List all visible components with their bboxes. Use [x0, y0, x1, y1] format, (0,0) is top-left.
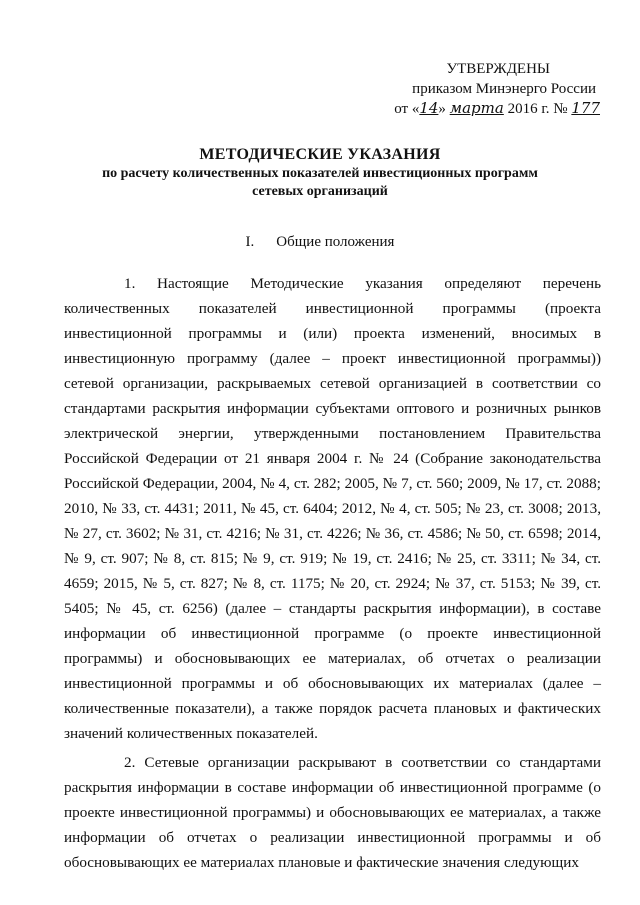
title-main: МЕТОДИЧЕСКИЕ УКАЗАНИЯ: [199, 146, 441, 163]
section-title: Общие положения: [276, 234, 395, 250]
approval-title: УТВЕРЖДЕНЫ: [446, 61, 550, 77]
approval-date-line: [380, 99, 600, 120]
approval-order: приказом Минэнерго России: [412, 80, 596, 97]
paragraph-2-text: Сетевые организации раскрывают в соответствии со стандартами раскрытия информации в составе информации об инвестиционной программе (о проекте инвестиционной программы) и обосновывающих ее материалах, а также информации об отчетах о реализации инвестиционной программы и об обосновывающих ее материалах плановые и фактические значения следующих: [64, 754, 601, 871]
document-body: [64, 271, 601, 879]
date-separator: »: [438, 101, 450, 117]
paragraph-1-number: 1.: [124, 275, 136, 292]
paragraph-1-text: Настоящие Методические указания определяют перечень количественных показателей инвестиционной программы (проекта инвестиционной программы и (или) проекта изменений, вносимых в инвестиционную программу (далее – проект инвестиционной программы)) сетевой организации, раскрываемых сетевой организацией в соответствии со стандартами раскрытия информации субъектами оптового и розничных рынков электрической энергии, утвержденными постановлением Правительства Российской Федерации от 21 января 2004 г. № 24 (Собрание законодательства Российской Федерации, 2004, № 4, ст. 282; 2005, № 7, ст. 560; 2009, № 17, ст. 2088; 2010, № 33, ст. 4431; 2011, № 45, ст. 6404; 2012, № 4, ст. 505; № 23, ст. 3008; 2013, № 27, ст. 3602; № 31, ст. 4216; № 31, ст. 4226; № 36, ст. 4586; № 50, ст. 6598; 2014, № 9, ст. 907; № 8, ст. 815; № 9, ст. 919; № 19, ст. 2416; № 25, ст. 3311; № 34, ст. 4659; 2015, № 5, ст. 827; № 8, ст. 1175; № 20, ст. 2924; № 37, ст. 5153; № 39, ст. 5405; № 45, ст. 6256) (далее – стандарты раскрытия информации), в составе информации об инвестиционной программе (о проекте инвестиционной программы) и обосновывающих ее материалах, об отчетах о реализации инвестиционной программы и об обосновывающих их материалах (далее – количественные показатели), а также порядок расчета плановых и фактических значений количественных показателей.: [64, 275, 602, 742]
document-title: [0, 144, 640, 201]
paragraph-1: [64, 271, 601, 746]
paragraph-2: [64, 750, 601, 875]
date-year: 2016 г. №: [503, 101, 572, 117]
title-sub-1: по расчету количественных показателей инвестиционных программ: [102, 166, 538, 181]
handwritten-month: марта: [449, 99, 504, 117]
approval-stamp: [380, 60, 600, 120]
section-number: I.: [245, 234, 255, 250]
paragraph-2-number: 2.: [124, 754, 136, 771]
section-heading: [0, 232, 640, 252]
title-sub-2: сетевых организаций: [252, 184, 388, 199]
date-prefix: от «: [394, 101, 420, 117]
handwritten-order-number: 177: [571, 99, 600, 117]
handwritten-day: 14: [419, 99, 439, 117]
